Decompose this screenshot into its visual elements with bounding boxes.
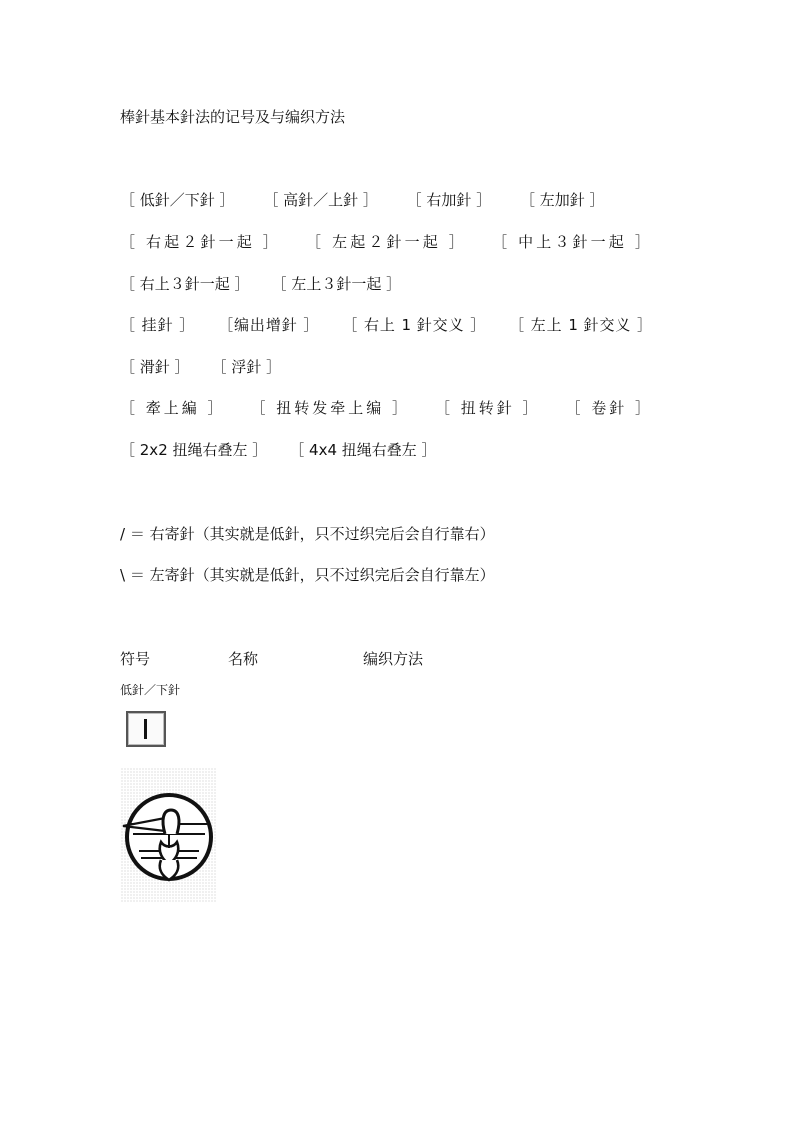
stitch-term: ［ 左加針 ］ xyxy=(519,191,605,209)
note-right-slant: / ＝ 右寄針（其实就是低針，只不过织完后会自行靠右） xyxy=(120,525,495,543)
stitch-term: ［ 2x2 扭绳右叠左 ］ xyxy=(120,440,268,459)
stitch-term: ［ 右加針 ］ xyxy=(406,191,492,209)
stitch-group-special xyxy=(120,305,675,388)
stitch-group-cable xyxy=(120,388,675,471)
stitch-group-basic xyxy=(120,180,675,222)
stitch-term: ［ 牽上編 ］ xyxy=(120,399,226,417)
stitch-term: ［编出增針 ］ xyxy=(217,316,320,334)
vertical-bar-knit-symbol-icon xyxy=(126,711,166,747)
stitch-term: ［ 滑針 ］ xyxy=(120,357,190,376)
stitch-term: ［ 左起２針一起 ］ xyxy=(302,233,467,251)
column-header-name: 名称 xyxy=(228,650,259,668)
knit-stitch-needle-illustration-icon xyxy=(121,768,217,902)
page-title: 棒針基本針法的记号及与编织方法 xyxy=(120,108,346,126)
stitch-term: ［ 4x4 扭绳右叠左 ］ xyxy=(289,440,437,459)
stitch-group-decrease xyxy=(120,222,675,305)
entry-caption: 低針／下針 xyxy=(120,683,181,697)
stitch-term: ［ 右上 1 針交义 ］ xyxy=(341,316,487,334)
stitch-term: ［ 挂針 ］ xyxy=(120,316,196,334)
stitch-term: ［ 右上３針一起 ］ xyxy=(120,274,250,293)
column-header-method: 编织方法 xyxy=(363,650,424,668)
stitch-term: ［ 卷針 ］ xyxy=(562,399,653,417)
stitch-term: ［ 中上３針一起 ］ xyxy=(488,233,653,251)
note-left-slant: \ ＝ 左寄針（其实就是低針，只不过织完后会自行靠左） xyxy=(120,566,495,584)
notes xyxy=(120,514,495,596)
stitch-term: ［ 高針／上針 ］ xyxy=(263,191,378,209)
stitch-term: ［ 低針／下針 ］ xyxy=(120,191,235,209)
stitch-term: ［ 右起２針一起 ］ xyxy=(120,233,281,251)
stitch-term: ［ 浮針 ］ xyxy=(211,357,282,376)
stitch-term: ［ 左上３針一起 ］ xyxy=(271,274,402,293)
stitch-term: ［ 扭转发牵上编 ］ xyxy=(247,399,410,417)
stitch-term: ［ 左上 1 針交义 ］ xyxy=(508,316,653,334)
stitch-term: ［ 扭转針 ］ xyxy=(431,399,541,417)
column-header-symbol: 符号 xyxy=(120,650,151,668)
